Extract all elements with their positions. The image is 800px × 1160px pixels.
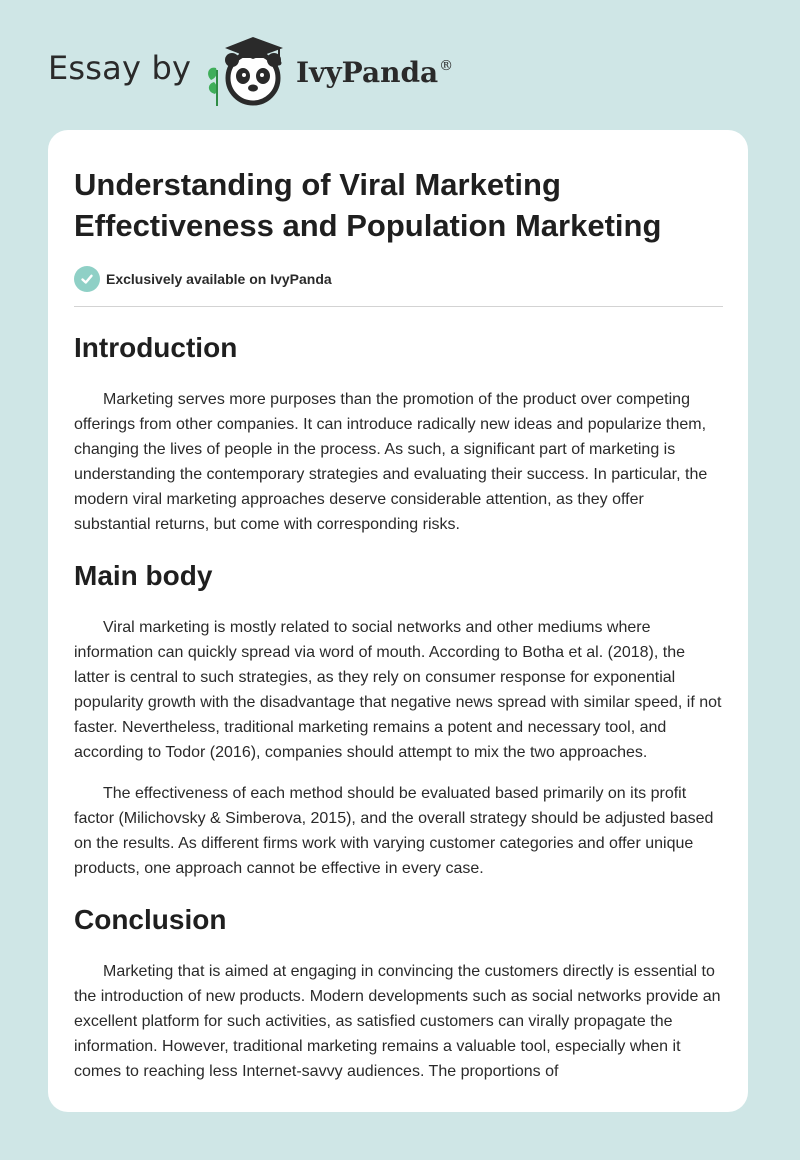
exclusive-badge-label: Exclusively available on IvyPanda — [106, 271, 332, 287]
panda-logo-icon — [203, 34, 293, 108]
paragraph: The effectiveness of each method should be evaluated based primarily on its profit factor (Milichovsky & Simberova, 2015), and the overall strategy should be adjusted based on the results. As different firms work with varying customer categories and offer unique products, one approach cannot be effective in every case. — [74, 785, 714, 877]
check-circle-icon — [74, 266, 100, 292]
section-heading-conclusion: Conclusion — [74, 904, 227, 935]
divider — [74, 306, 723, 307]
essay-card — [48, 130, 748, 1112]
paragraph: Marketing serves more purposes than the promotion of the product over competing offerings from other companies. It can introduce radically new ideas and popularize them, changing the lives of people in the process. As such, a significant part of marketing is understanding the contemporary strategies and evaluating their success. In particular, the modern viral marketing approaches deserve considerable attention, as they offer substantial returns, but come with corresponding risks. — [74, 391, 708, 533]
essay-title: Understanding of Viral Marketing Effectiveness and Population Marketing — [74, 167, 662, 243]
section-heading-main-body: Main body — [74, 560, 213, 591]
essay-by-label: Essay by — [48, 49, 192, 87]
section-heading-introduction: Introduction — [74, 332, 238, 363]
ivypanda-logo[interactable] — [203, 34, 293, 108]
paragraph: Viral marketing is mostly related to social networks and other mediums where information can quickly spread via word of mouth. According to Botha et al. (2018), the latter is central to such strategies, as they rely on consumer response for exponential popularity growth with the disadvantage that negative news spread with similar speed, if not faster. Nevertheless, traditional marketing remains a potent and necessary tool, and according to Todor (2016), companies should attempt to mix the two approaches. — [74, 619, 722, 761]
paragraph: Marketing that is aimed at engaging in convincing the customers directly is essential to the introduction of new products. Modern developments such as social networks provide an excellent platform for such activities, as satisfied customers can virally propagate the information. However, traditional marketing remains a valuable tool, especially when it comes to reaching less Internet-savvy audiences. The proportions of — [74, 963, 721, 1080]
essay-content — [74, 164, 723, 1084]
registered-mark: ® — [439, 58, 454, 74]
exclusive-badge — [74, 266, 723, 292]
brand-label: IvyPanda — [296, 56, 439, 89]
site-header — [48, 34, 488, 108]
brand-name[interactable] — [296, 56, 453, 89]
